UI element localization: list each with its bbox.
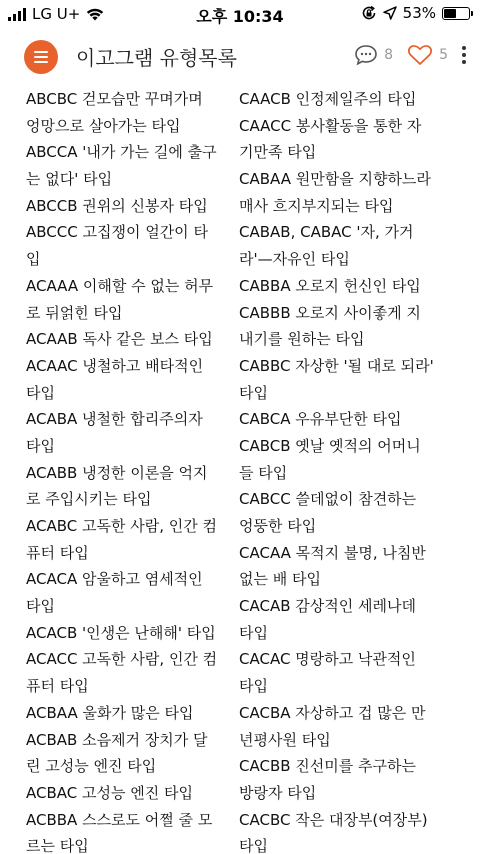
more-options-icon[interactable]	[462, 46, 466, 64]
battery-percent: 53%	[402, 4, 436, 22]
like-count: 5	[439, 47, 448, 63]
list-line: CABAA 원만함을 지향하느라	[239, 170, 431, 189]
list-line: ABCCC 고집쟁이 얼간이 타	[26, 223, 208, 242]
list-line: 타입	[26, 383, 55, 402]
list-line: 엉뚱한 타입	[239, 517, 317, 535]
battery-icon	[442, 7, 470, 20]
list-line: ABCCB 권위의 신봉자 타입	[26, 196, 208, 215]
list-line: 타입	[26, 597, 55, 616]
list-line: 타입	[239, 837, 268, 854]
list-line: 퓨터 타입	[26, 543, 89, 562]
list-line: 들 타입	[239, 463, 288, 482]
list-line: CABAB, CABAC '자, 가거	[239, 223, 414, 242]
list-line: ACBAA 울화가 많은 타입	[26, 703, 194, 722]
list-line: CABBB 오로지 사이좋게 지	[239, 303, 421, 322]
list-line: ACACA 암울하고 염세적인	[26, 570, 203, 589]
list-line: CABCC 쓸데없이 참견하는	[239, 490, 417, 509]
left-column	[26, 86, 238, 854]
list-line: ACABB 냉정한 이론을 억지	[26, 463, 208, 482]
list-line: 타입	[239, 623, 268, 642]
comment-count: 8	[384, 47, 394, 63]
list-line: 타입	[239, 383, 268, 402]
list-line: ACABA 냉철한 합리주의자	[26, 410, 203, 429]
list-line: 타입	[26, 436, 55, 455]
list-line: 로 뒤얽힌 타입	[26, 303, 123, 322]
list-line: ACBAC 고성능 엔진 타입	[26, 783, 193, 802]
list-line: ACAAC 냉철하고 배타적인	[26, 356, 204, 375]
list-line: ACBBA 스스로도 어쩔 줄 모	[26, 810, 213, 829]
list-line: CABCB 옛날 옛적의 어머니	[239, 436, 421, 455]
clock: 오후 10:34	[196, 7, 284, 26]
list-line: 방랑자 타입	[239, 783, 317, 802]
orientation-lock-icon	[361, 5, 377, 21]
list-line: CACAA 목적지 불명, 나침반	[239, 543, 426, 562]
list-line: CACAB 감상적인 세레나데	[239, 597, 416, 616]
list-line: CAACC 봉사활동을 통한 자	[239, 116, 422, 135]
list-line: 타입	[239, 677, 268, 696]
list-line: 는 없다' 타입	[26, 170, 113, 189]
list-line: ACACC 고독한 사람, 인간 컴	[26, 650, 218, 669]
list-line: 없는 배 타입	[239, 570, 321, 589]
list-line: ABCCA '내가 가는 길에 출구	[26, 143, 217, 162]
list-line: 라'—자유인 타입	[239, 250, 350, 269]
page-title: 이고그램 유형목록	[76, 46, 237, 70]
list-line: 린 고성능 엔진 타입	[26, 757, 157, 776]
app-header	[0, 28, 480, 86]
status-bar	[0, 0, 480, 28]
list-line: 년평사원 타입	[239, 730, 331, 749]
list-line: 엉망으로 살아가는 타입	[26, 116, 181, 135]
list-line: 기만족 타입	[239, 143, 317, 162]
list-line: 매사 흐지부지되는 타입	[239, 196, 394, 215]
right-column	[239, 86, 469, 854]
list-line: 내기를 원하는 타입	[239, 330, 365, 349]
list-line: ACAAB 독사 같은 보스 타입	[26, 330, 213, 349]
list-line: CAACB 인정제일주의 타입	[239, 90, 417, 108]
type-list-content	[0, 86, 480, 854]
list-line: 입	[26, 250, 41, 269]
menu-button[interactable]	[24, 40, 58, 74]
comment-icon[interactable]	[354, 44, 378, 66]
list-line: CACBA 자상하고 겁 많은 만	[239, 703, 426, 722]
carrier-label: LG U+	[32, 5, 81, 23]
status-right	[361, 4, 470, 22]
list-line: CACBC 작은 대장부(여장부)	[239, 810, 428, 829]
list-line: ABCBC 걷모습만 꾸며가며	[26, 90, 203, 108]
list-line: CABCA 우유부단한 타입	[239, 410, 402, 429]
list-line: CABBC 자상한 '될 대로 되라'	[239, 356, 434, 375]
list-line: CACAC 명랑하고 낙관적인	[239, 650, 416, 669]
list-line: ACACB '인생은 난해해' 타입	[26, 623, 216, 642]
list-line: 퓨터 타입	[26, 677, 89, 696]
location-icon	[383, 6, 397, 20]
list-line: 르는 타입	[26, 837, 89, 854]
list-line: ACABC 고독한 사람, 인간 컴	[26, 517, 217, 535]
list-line: CABBA 오로지 헌신인 타입	[239, 276, 421, 295]
heart-icon[interactable]	[407, 44, 433, 66]
list-line: CACBB 진선미를 추구하는	[239, 757, 416, 776]
list-line: ACBAB 소음제거 장치가 달	[26, 730, 208, 749]
list-line: ACAAA 이해할 수 없는 허무	[26, 276, 214, 295]
hamburger-icon	[34, 51, 48, 53]
list-line: 로 주입시키는 타입	[26, 490, 152, 509]
header-actions	[354, 44, 466, 66]
